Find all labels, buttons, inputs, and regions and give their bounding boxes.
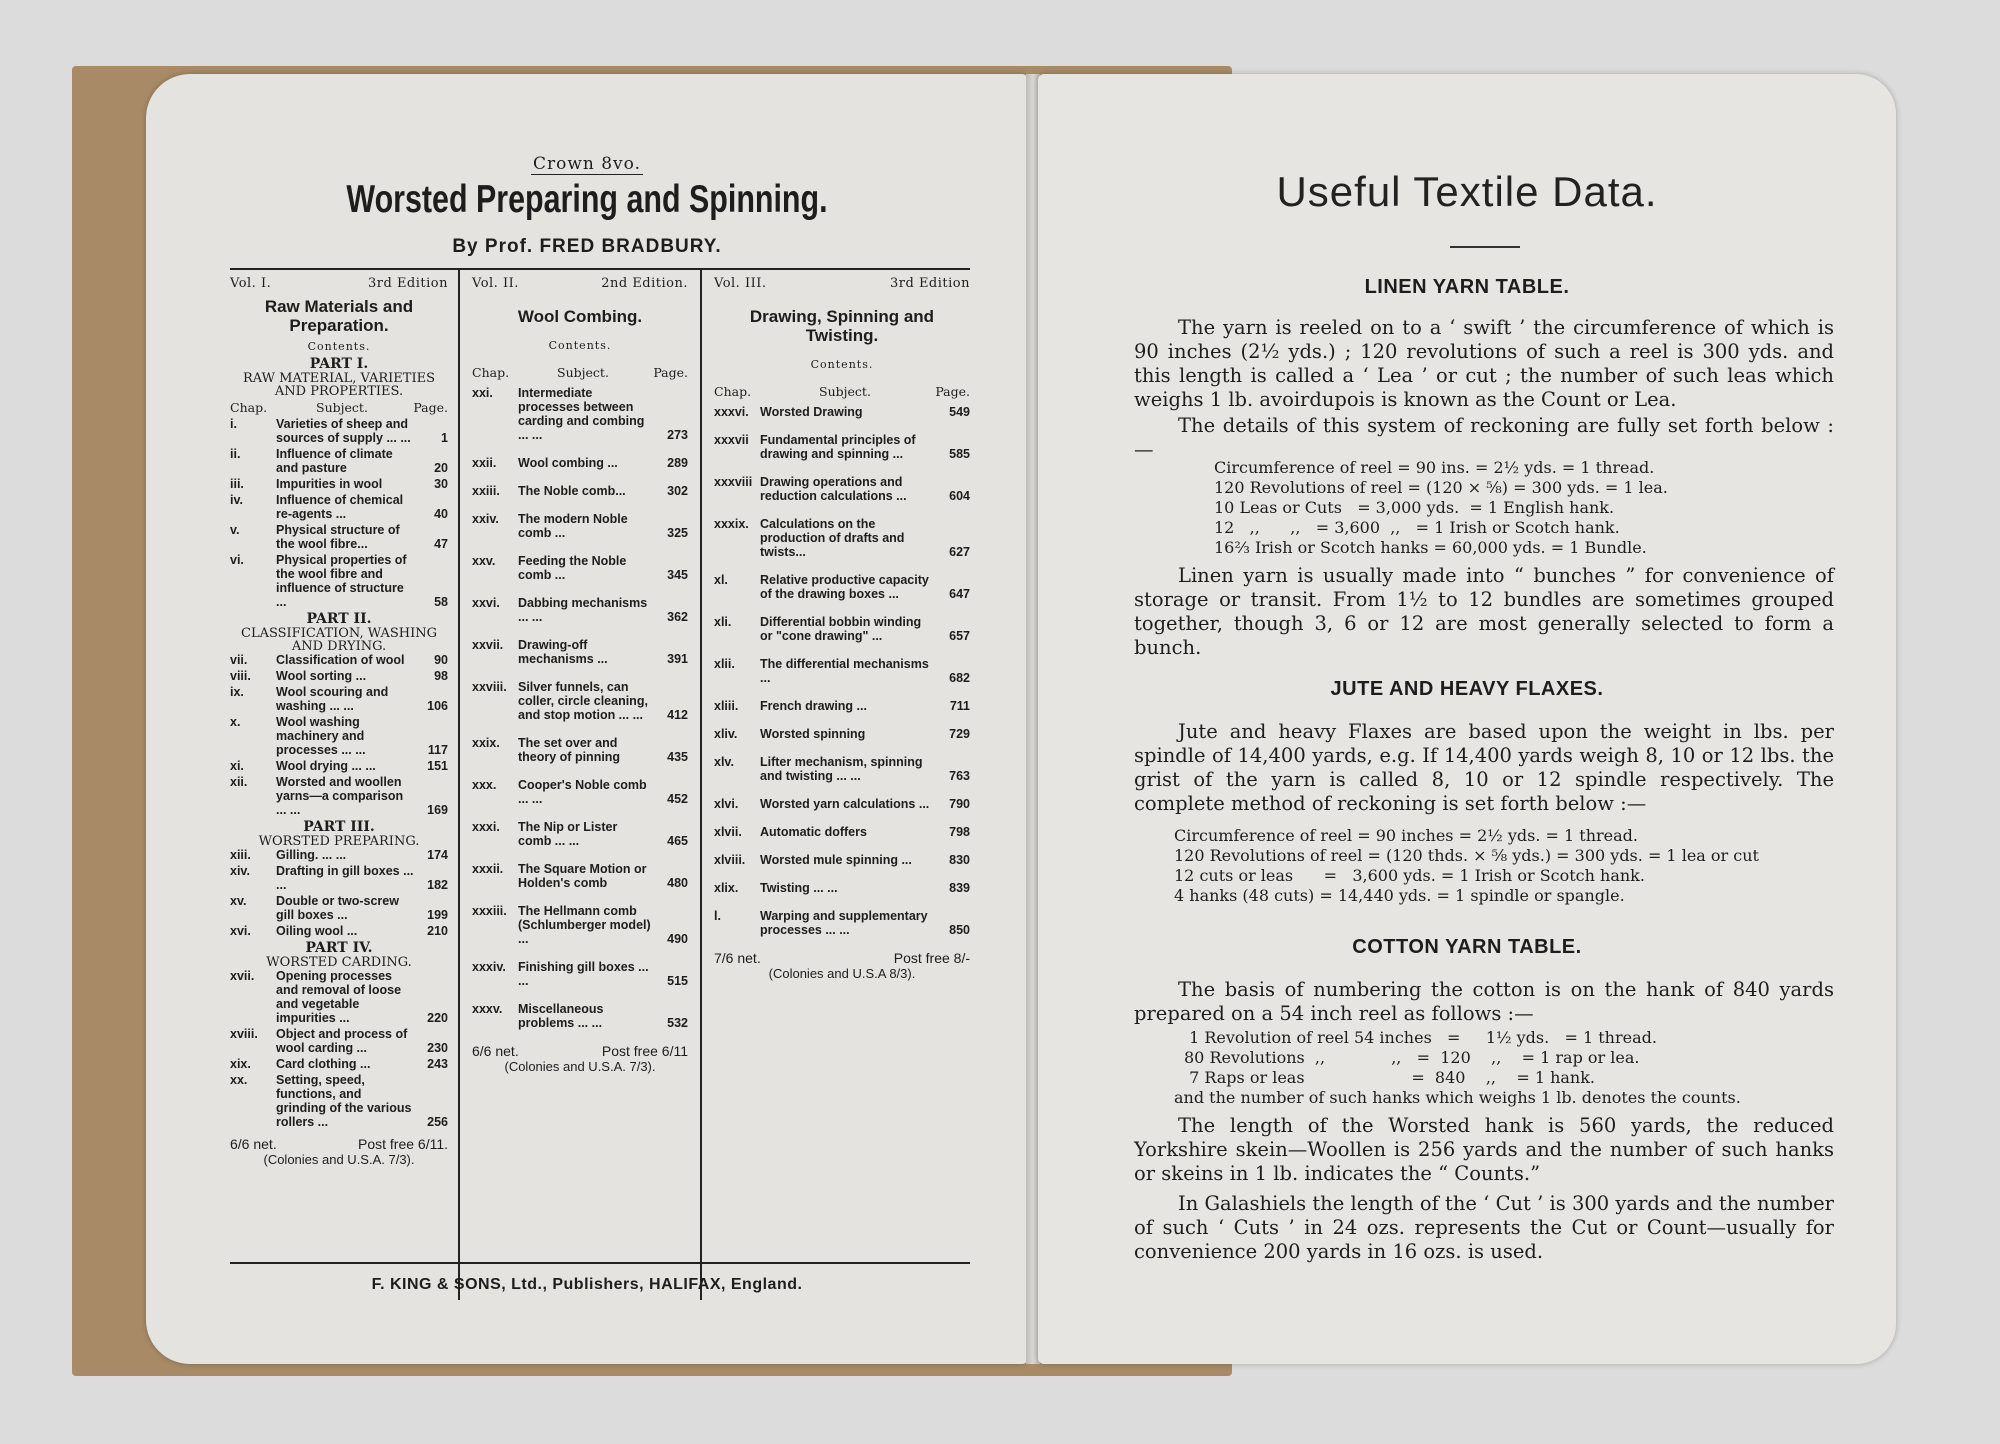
vol-3-chap-header: Chap.: [714, 384, 752, 399]
chapter-subject: French drawing ...: [760, 699, 867, 713]
vol-3-subject-header: Subject.: [819, 384, 871, 399]
chapter-page: 273: [667, 428, 688, 442]
chapter-page: 1: [441, 431, 448, 445]
chapter-page: 151: [427, 759, 448, 773]
chapter-row: [230, 417, 448, 445]
chapter-number: xvii.: [230, 969, 255, 983]
chapter-number: xxi.: [472, 386, 493, 400]
chapter-row: [230, 653, 448, 667]
vol-1-subject-header: Subject.: [316, 400, 368, 415]
chapter-page: 117: [427, 743, 448, 757]
chapter-page: 174: [427, 848, 448, 862]
chapter-row: [472, 596, 688, 624]
chapter-row: [472, 554, 688, 582]
vol-1-part-4-head: PART IV.: [305, 940, 373, 956]
vol-1-contents-label: Contents.: [307, 340, 371, 353]
chapter-subject: Physical properties of the wool fibre and influence of structure ...: [276, 553, 407, 609]
vol-2-chapter-list: [472, 386, 688, 1030]
chapter-row: [714, 825, 970, 839]
vol-1-chapter-list-b: [230, 653, 448, 817]
chapter-subject: Calculations on the production of drafts and twists...: [760, 517, 905, 559]
chapter-page: 452: [667, 792, 688, 806]
chapter-page: 345: [667, 568, 688, 582]
format-label: Crown 8vo.: [532, 154, 642, 174]
chapter-row: [230, 894, 448, 922]
chapter-subject: Card clothing ...: [276, 1057, 371, 1071]
chapter-subject: Drafting in gill boxes ... ...: [276, 864, 414, 892]
chapter-number: xiv.: [230, 864, 250, 878]
chapter-subject: Double or two-screw gill boxes ...: [276, 894, 399, 922]
vol-3-post: Post free 8/-: [893, 950, 970, 966]
chapter-subject: Wool drying ... ...: [276, 759, 376, 773]
author-line: By Prof. FRED BRADBURY.: [452, 236, 722, 257]
vol-1-edition: 3rd Edition: [368, 276, 448, 291]
chapter-number: xxxvii: [714, 433, 749, 447]
chapter-subject: Setting, speed, functions, and grinding of the various rollers ...: [276, 1073, 412, 1129]
chapter-row: [472, 484, 688, 498]
chapter-page: 58: [434, 595, 448, 609]
chapter-page: 647: [949, 587, 970, 601]
chapter-subject: Drawing-off mechanisms ...: [518, 638, 608, 666]
cotton-table-note: and the number of such hanks which weighs 1 lb. denotes the counts.: [1174, 1088, 1741, 1107]
chapter-row: [714, 405, 970, 419]
table-line: Circumference of reel = 90 ins. = 2½ yds. = 1 thread.: [1214, 458, 1655, 477]
chapter-subject: Wool sorting ...: [276, 669, 367, 683]
chapter-number: xxiv.: [472, 512, 499, 526]
chapter-subject: Worsted spinning: [760, 727, 866, 741]
publisher-line: F. KING & SONS, Ltd., Publishers, HALIFAX, England.: [371, 1276, 803, 1293]
chapter-subject: The set over and theory of pinning: [518, 736, 621, 764]
chapter-number: xlv.: [714, 755, 734, 769]
vol-1-title: Raw Materials and Preparation.: [264, 297, 414, 335]
vol-1-part-4-sub: WORSTED CARDING.: [266, 955, 412, 970]
chapter-page: 604: [949, 489, 970, 503]
chapter-row: [714, 797, 970, 811]
chapter-page: 490: [667, 932, 688, 946]
chapter-subject: Lifter mechanism, spinning and twisting ... ...: [760, 755, 923, 783]
vol-1-price: 6/6 net.: [230, 1136, 277, 1152]
chapter-subject: Worsted mule spinning ...: [760, 853, 912, 867]
table-line: 80 Revolutions ,, ,, = 120 ,, = 1 rap or lea.: [1184, 1048, 1640, 1067]
chapter-subject: The differential mechanisms ...: [760, 657, 929, 685]
cotton-paragraph-2: The length of the Worsted hank is 560 yards, the reduced Yorkshire skein—Woollen is 256 yards and the number of such hanks or skeins in 1 lb. indicates the “ Counts.”: [1134, 1114, 1834, 1185]
chapter-subject: Opening processes and removal of loose and vegetable impurities ...: [276, 969, 402, 1025]
chapter-row: [472, 638, 688, 666]
chapter-row: [472, 778, 688, 806]
chapter-row: [472, 820, 688, 848]
chapter-subject: The Noble comb...: [518, 484, 626, 498]
vol-3-price: 7/6 net.: [714, 950, 761, 966]
linen-paragraph-2: The details of this system of reckoning are fully set forth below :—: [1134, 414, 1834, 461]
chapter-row: [714, 909, 970, 937]
chapter-page: 839: [949, 881, 970, 895]
table-line: 120 Revolutions of reel = (120 thds. × ⅝ yds.) = 300 yds. = 1 lea or cut: [1174, 846, 1759, 865]
table-line: 120 Revolutions of reel = (120 × ⅝) = 300 yds. = 1 lea.: [1214, 478, 1668, 497]
chapter-subject: Wool combing ...: [518, 456, 618, 470]
chapter-page: 230: [427, 1041, 448, 1055]
chapter-row: [472, 680, 688, 722]
chapter-subject: Object and process of wool carding ...: [276, 1027, 408, 1055]
chapter-number: v.: [230, 523, 240, 537]
chapter-number: xliii.: [714, 699, 739, 713]
column-divider-2: [700, 270, 702, 1300]
chapter-number: xxxviii: [714, 475, 753, 489]
chapter-row: [472, 960, 688, 988]
volume-1-column: [230, 276, 448, 1167]
chapter-row: [230, 1057, 448, 1071]
chapter-subject: Classification of wool: [276, 653, 405, 667]
chapter-number: xxxiii.: [472, 904, 507, 918]
table-line: 12 ,, ,, = 3,600 ,, = 1 Irish or Scotch hank.: [1214, 518, 1620, 537]
chapter-page: 627: [949, 545, 970, 559]
chapter-number: ix.: [230, 685, 244, 699]
chapter-row: [714, 615, 970, 643]
chapter-number: xlviii.: [714, 853, 746, 867]
chapter-page: 289: [667, 456, 688, 470]
chapter-subject: Wool scouring and washing ... ...: [276, 685, 389, 713]
cotton-heading: COTTON YARN TABLE.: [1352, 936, 1582, 958]
chapter-page: 532: [667, 1016, 688, 1030]
chapter-page: 465: [667, 834, 688, 848]
chapter-row: [230, 864, 448, 892]
chapter-subject: The Square Motion or Holden's comb: [518, 862, 647, 890]
chapter-row: [472, 736, 688, 764]
chapter-page: 798: [949, 825, 970, 839]
chapter-page: 47: [434, 537, 448, 551]
chapter-number: iii.: [230, 477, 244, 491]
vol-3-label: Vol. III.: [714, 276, 767, 291]
vol-1-chapter-list-d: [230, 969, 448, 1129]
chapter-row: [714, 657, 970, 685]
table-line: Circumference of reel = 90 inches = 2½ yds. = 1 thread.: [1174, 826, 1638, 845]
linen-heading: LINEN YARN TABLE.: [1364, 276, 1570, 298]
chapter-page: 182: [427, 878, 448, 892]
chapter-row: [230, 1027, 448, 1055]
chapter-subject: The modern Noble comb ...: [518, 512, 628, 540]
chapter-number: vii.: [230, 653, 248, 667]
chapter-page: 515: [667, 974, 688, 988]
chapter-number: xxii.: [472, 456, 497, 470]
table-line: 10 Leas or Cuts = 3,000 yds. = 1 English hank.: [1214, 498, 1615, 517]
vol-2-contents-label: Contents.: [548, 339, 612, 352]
book-title: Worsted Preparing and Spinning.: [346, 178, 828, 221]
page-title: Useful Textile Data.: [1276, 168, 1658, 215]
table-line: 4 hanks (48 cuts) = 14,440 yds. = 1 spindle or spangle.: [1174, 886, 1625, 905]
chapter-number: xii.: [230, 775, 248, 789]
chapter-subject: Relative productive capacity of the drawing boxes ...: [760, 573, 929, 601]
chapter-number: xi.: [230, 759, 244, 773]
vol-3-contents-label: Contents.: [810, 358, 874, 371]
chapter-number: xxxv.: [472, 1002, 503, 1016]
chapter-number: xxiii.: [472, 484, 500, 498]
top-rule: [230, 268, 970, 270]
chapter-row: [230, 848, 448, 862]
chapter-number: xxxi.: [472, 820, 500, 834]
chapter-page: 220: [427, 1011, 448, 1025]
chapter-page: 40: [434, 507, 448, 521]
chapter-row: [230, 775, 448, 817]
chapter-number: xvi.: [230, 924, 251, 938]
vol-1-part-1-head: PART I.: [309, 356, 369, 372]
chapter-subject: Worsted yarn calculations ...: [760, 797, 930, 811]
chapter-page: 302: [667, 484, 688, 498]
vol-1-chap-header: Chap.: [230, 400, 268, 415]
vol-2-chap-header: Chap.: [472, 365, 510, 380]
chapter-row: [472, 386, 688, 442]
chapter-number: xlix.: [714, 881, 739, 895]
chapter-subject: The Hellmann comb (Schlumberger model) ...: [518, 904, 651, 946]
chapter-subject: Differential bobbin winding or "cone drawing" ...: [760, 615, 922, 643]
table-line: 16⅔ Irish or Scotch hanks = 60,000 yds. = 1 Bundle.: [1214, 538, 1647, 557]
chapter-subject: Automatic doffers: [760, 825, 867, 839]
vol-1-part-2-sub: CLASSIFICATION, WASHING AND DRYING.: [241, 626, 437, 654]
chapter-page: 98: [434, 669, 448, 683]
chapter-number: xlvi.: [714, 797, 739, 811]
chapter-row: [230, 924, 448, 938]
chapter-number: xxxii.: [472, 862, 504, 876]
chapter-page: 435: [667, 750, 688, 764]
chapter-row: [472, 1002, 688, 1030]
chapter-subject: The Nip or Lister comb ... ...: [518, 820, 618, 848]
volume-2-column: [472, 276, 688, 1074]
chapter-page: 549: [949, 405, 970, 419]
vol-2-colonies: (Colonies and U.S.A. 7/3).: [504, 1059, 656, 1074]
chapter-page: 682: [949, 671, 970, 685]
chapter-subject: Finishing gill boxes ... ...: [518, 960, 649, 988]
chapter-row: [472, 862, 688, 890]
right-page-textile-data: [1038, 74, 1896, 1364]
chapter-row: [230, 447, 448, 475]
chapter-subject: Fundamental principles of drawing and spinning ...: [760, 433, 916, 461]
chapter-page: 729: [949, 727, 970, 741]
chapter-row: [714, 881, 970, 895]
chapter-number: l.: [714, 909, 721, 923]
jute-paragraph-1: Jute and heavy Flaxes are based upon the weight in lbs. per spindle of 14,400 yards, e.g. If 14,400 yards weigh 8, 10 or 12 lbs. the grist of the yarn is called 8, 10 or 12 spindle respectively. The complete method of reckoning is set forth below :—: [1134, 720, 1834, 815]
chapter-subject: Warping and supplementary processes ... ...: [760, 909, 928, 937]
chapter-number: xv.: [230, 894, 247, 908]
chapter-page: 199: [427, 908, 448, 922]
vol-2-subject-header: Subject.: [557, 365, 609, 380]
chapter-page: 106: [427, 699, 448, 713]
vol-2-page-header: Page.: [653, 365, 688, 380]
jute-heading: JUTE AND HEAVY FLAXES.: [1330, 678, 1604, 700]
chapter-page: 850: [949, 923, 970, 937]
chapter-row: [230, 1073, 448, 1129]
chapter-number: iv.: [230, 493, 243, 507]
chapter-row: [714, 727, 970, 741]
chapter-row: [714, 699, 970, 713]
chapter-number: vi.: [230, 553, 244, 567]
chapter-number: xxxvi.: [714, 405, 749, 419]
chapter-page: 391: [667, 652, 688, 666]
chapter-row: [230, 493, 448, 521]
cotton-paragraph-3: In Galashiels the length of the ‘ Cut ’ is 300 yards and the number of such ‘ Cuts ’ in 24 ozs. represents the Cut or Count—usually for convenience 200 yards in 16 ozs. is used.: [1134, 1192, 1834, 1263]
vol-1-page-header: Page.: [413, 400, 448, 415]
vol-1-chapter-list-c: [230, 848, 448, 938]
chapter-row: [230, 969, 448, 1025]
vol-1-post: Post free 6/11.: [357, 1136, 448, 1152]
linen-paragraph-1: The yarn is reeled on to a ‘ swift ’ the circumference of which is 90 inches (2½ yds.) ; 120 revolutions of such a reel is 300 yds. and this length is called a ‘ Lea ’ or cut ; the number of such leas which weighs 1 lb. avoirdupois is known as the Count or Lea.: [1134, 316, 1834, 411]
chapter-number: xx.: [230, 1073, 248, 1087]
linen-table: [1214, 458, 1668, 558]
chapter-subject: Feeding the Noble comb ...: [518, 554, 627, 582]
vol-2-post: Post free 6/11: [601, 1043, 688, 1059]
chapter-subject: Twisting ... ...: [760, 881, 838, 895]
chapter-subject: Worsted and woollen yarns—a comparison ... ...: [276, 775, 404, 817]
chapter-row: [230, 669, 448, 683]
cotton-paragraph-1: The basis of numbering the cotton is on the hank of 840 yards prepared on a 54 inch reel as follows :—: [1134, 978, 1834, 1025]
volume-3-column: [714, 276, 970, 981]
chapter-subject: Wool washing machinery and processes ... ...: [276, 715, 366, 757]
chapter-row: [472, 904, 688, 946]
chapter-number: i.: [230, 417, 237, 431]
chapter-subject: Drawing operations and reduction calculations ...: [760, 475, 907, 503]
chapter-subject: Intermediate processes between carding and combing ... ...: [518, 386, 645, 442]
chapter-number: xxv.: [472, 554, 496, 568]
vol-2-title: Wool Combing.: [517, 307, 643, 326]
chapter-number: xxxiv.: [472, 960, 506, 974]
chapter-page: 763: [949, 769, 970, 783]
chapter-page: 362: [667, 610, 688, 624]
chapter-subject: Dabbing mechanisms ... ...: [518, 596, 648, 624]
vol-2-edition: 2nd Edition.: [601, 276, 688, 291]
chapter-row: [472, 456, 688, 470]
chapter-row: [714, 573, 970, 601]
chapter-subject: Impurities in wool: [276, 477, 383, 491]
chapter-number: xxxix.: [714, 517, 749, 531]
chapter-row: [714, 517, 970, 559]
vol-1-label: Vol. I.: [230, 276, 272, 291]
chapter-page: 325: [667, 526, 688, 540]
chapter-page: 20: [434, 461, 448, 475]
chapter-number: xxx.: [472, 778, 497, 792]
chapter-number: xix.: [230, 1057, 251, 1071]
vol-3-edition: 3rd Edition: [890, 276, 970, 291]
chapter-subject: Influence of climate and pasture: [276, 447, 393, 475]
chapter-page: 412: [667, 708, 688, 722]
chapter-number: xxvii.: [472, 638, 504, 652]
chapter-subject: Oiling wool ...: [276, 924, 358, 938]
chapter-page: 480: [667, 876, 688, 890]
vol-3-chapter-list: [714, 405, 970, 937]
left-page-advertisement: [146, 74, 1028, 1364]
chapter-number: xli.: [714, 615, 732, 629]
vol-2-label: Vol. II.: [472, 276, 519, 291]
chapter-page: 169: [427, 803, 448, 817]
chapter-subject: Cooper's Noble comb ... ...: [518, 778, 647, 806]
chapter-page: 790: [949, 797, 970, 811]
chapter-subject: Gilling. ... ...: [276, 848, 347, 862]
chapter-page: 30: [434, 477, 448, 491]
chapter-row: [472, 512, 688, 540]
vol-3-colonies: (Colonies and U.S.A 8/3).: [768, 966, 916, 981]
chapter-page: 830: [949, 853, 970, 867]
column-divider-1: [458, 270, 460, 1300]
chapter-number: xxix.: [472, 736, 500, 750]
chapter-number: ii.: [230, 447, 241, 461]
bottom-rule: [230, 1262, 970, 1264]
vol-1-part-3-sub: WORSTED PREPARING.: [258, 834, 420, 849]
chapter-row: [230, 715, 448, 757]
jute-table: [1174, 826, 1759, 906]
chapter-row: [230, 477, 448, 491]
table-line: 7 Raps or leas = 840 ,, = 1 hank.: [1184, 1068, 1596, 1087]
table-line: 1 Revolution of reel 54 inches = 1½ yds. = 1 thread.: [1184, 1028, 1657, 1047]
chapter-subject: Miscellaneous problems ... ...: [518, 1002, 604, 1030]
chapter-row: [714, 853, 970, 867]
chapter-number: xl.: [714, 573, 728, 587]
chapter-subject: Varieties of sheep and sources of supply ... ...: [276, 417, 411, 445]
vol-1-part-2-head: PART II.: [306, 611, 372, 627]
chapter-subject: Worsted Drawing: [760, 405, 863, 419]
vol-1-chapter-list-a: [230, 417, 448, 609]
chapter-row: [230, 759, 448, 773]
chapter-number: xxviii.: [472, 680, 507, 694]
chapter-number: xlvii.: [714, 825, 742, 839]
chapter-page: 90: [434, 653, 448, 667]
vol-3-title: Drawing, Spinning and Twisting.: [749, 307, 935, 345]
chapter-subject: Influence of chemical re-agents ...: [276, 493, 404, 521]
linen-paragraph-3: Linen yarn is usually made into “ bunches ” for convenience of storage or transit. From 1½ to 12 bundles are sometimes grouped together, though 3, 6 or 12 are most generally selected to form a bunch.: [1134, 564, 1834, 659]
chapter-page: 256: [427, 1115, 448, 1129]
chapter-row: [714, 475, 970, 503]
cotton-table: [1184, 1028, 1657, 1088]
chapter-page: 657: [949, 629, 970, 643]
chapter-row: [230, 685, 448, 713]
chapter-page: 711: [949, 699, 970, 713]
vol-3-page-header: Page.: [935, 384, 970, 399]
chapter-number: xiii.: [230, 848, 251, 862]
chapter-number: xlii.: [714, 657, 735, 671]
chapter-row: [714, 433, 970, 461]
chapter-subject: Physical structure of the wool fibre...: [276, 523, 400, 551]
chapter-row: [230, 553, 448, 609]
table-line: 12 cuts or leas = 3,600 yds. = 1 Irish or Scotch hank.: [1174, 866, 1645, 885]
chapter-row: [714, 755, 970, 783]
chapter-number: viii.: [230, 669, 251, 683]
vol-1-part-1-sub: RAW MATERIAL, VARIETIES AND PROPERTIES.: [242, 371, 435, 399]
vol-1-colonies: (Colonies and U.S.A. 7/3).: [263, 1152, 415, 1167]
vol-2-price: 6/6 net.: [472, 1043, 519, 1059]
chapter-page: 585: [949, 447, 970, 461]
chapter-number: x.: [230, 715, 241, 729]
chapter-number: xliv.: [714, 727, 738, 741]
vol-1-part-3-head: PART III.: [303, 819, 375, 835]
chapter-page: 243: [427, 1057, 448, 1071]
chapter-row: [230, 523, 448, 551]
chapter-number: xxvi.: [472, 596, 500, 610]
chapter-subject: Silver funnels, can coller, circle cleaning, and stop motion ... ...: [518, 680, 648, 722]
chapter-number: xviii.: [230, 1027, 258, 1041]
title-rule: [1450, 246, 1520, 248]
chapter-page: 210: [427, 924, 448, 938]
